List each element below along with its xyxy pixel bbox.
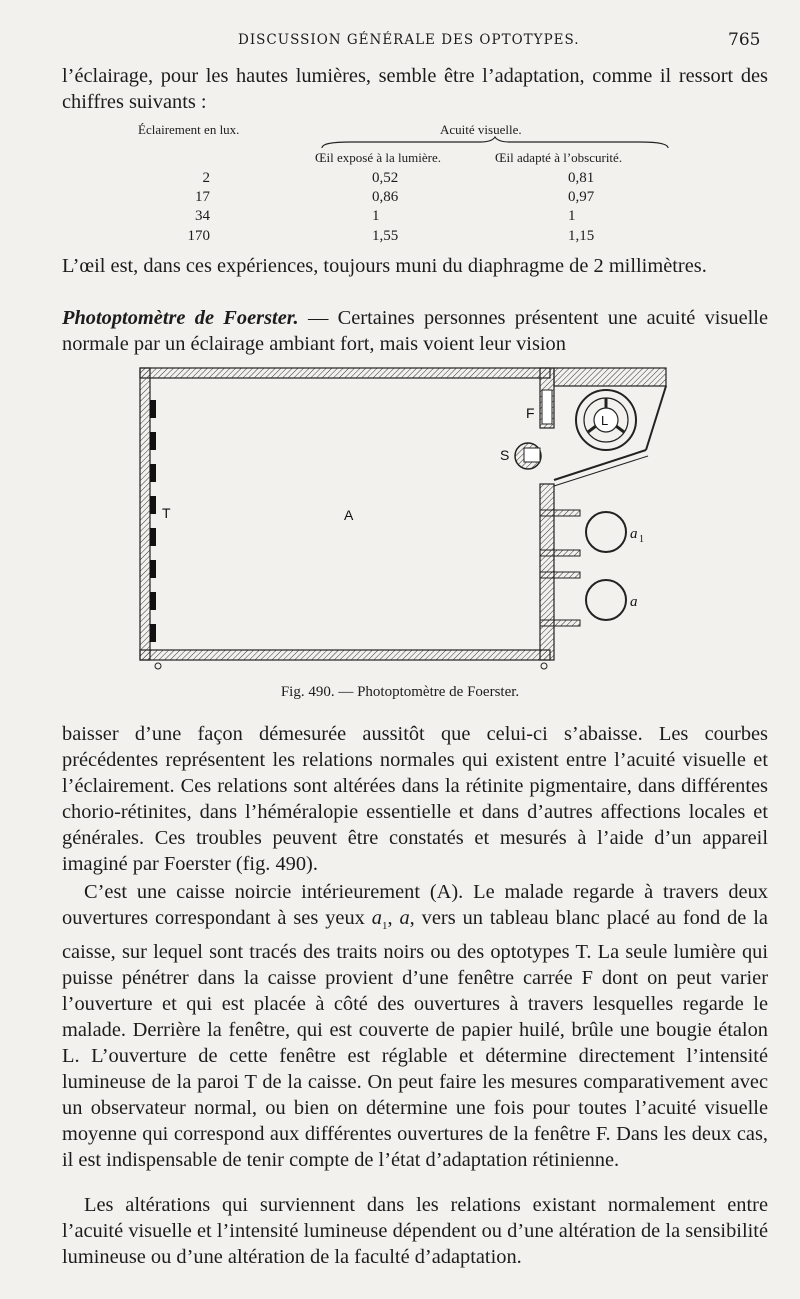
eyepiece-plate bbox=[540, 572, 580, 578]
table-subheader-adapte: Œil adapté à l’obscurité. bbox=[495, 150, 623, 165]
label-a: a bbox=[630, 594, 638, 610]
window-F bbox=[542, 390, 552, 424]
box-foot bbox=[541, 663, 547, 669]
running-title: DISCUSSION GÉNÉRALE DES OPTOTYPES. bbox=[238, 32, 580, 48]
cell-expose: 1 bbox=[372, 208, 380, 224]
optotype-mark bbox=[150, 560, 156, 578]
eyepiece-plate bbox=[540, 620, 580, 626]
intro-paragraph: l’éclairage, pour les hautes lumières, semble être l’adaptation, comme il ressort des chiffres suivants : bbox=[62, 65, 768, 113]
table-header-acuite: Acuité visuelle. bbox=[440, 122, 522, 137]
section-paragraph bbox=[62, 305, 768, 357]
cell-lux: 170 bbox=[187, 228, 210, 244]
box-left-wall bbox=[140, 368, 150, 660]
table-brace bbox=[320, 136, 670, 150]
cell-lux: 17 bbox=[195, 189, 210, 205]
foerster-figure bbox=[136, 360, 676, 680]
box-bottom-wall bbox=[140, 650, 550, 660]
box-top-wall bbox=[140, 368, 550, 378]
table-row bbox=[110, 228, 690, 247]
eye-label-a1: a bbox=[371, 907, 382, 929]
paragraph-description bbox=[62, 879, 768, 1173]
cell-adapte: 1,15 bbox=[568, 228, 595, 244]
cell-expose: 0,52 bbox=[372, 170, 399, 186]
table-row bbox=[110, 170, 690, 189]
desc-part2: , vers un tableau blanc placé au fond de la caisse, sur lequel sont tracés des traits noirs ou des optotypes T. La seule lumière qui puisse pénétrer dans la caisse provient d’une fenêtre carrée F dont on peut varier l’ouverture et qui est placée à côté des ouvertures à travers lesquelles regarde le malade. Derrière la fenêtre, qui est couverte de papier huilé, brûle une bougie étalon L. L’ouverture de cette fenêtre est réglable et détermine directement l’intensité lumineuse de la paroi T de la caisse. On peut faire les mesures comparativement avec un observateur normal, ou bien on détermine une fois pour toutes l’acuité visuelle moyenne qui correspond aux différentes ouvertures de la fenêtre F. Dans les deux cas, il est indispensable de tenir compte de l’état d’adaptation rétinienne. bbox=[62, 907, 768, 1172]
optotype-mark bbox=[150, 592, 156, 610]
paragraph-alterations: Les altérations qui surviennent dans les relations existant normalement entre l’acuité visuelle et l’intensité lumineuse dépendent ou d’une altération de la sensibilité lumineuse ou d’une altération de la faculté d’adaptation. bbox=[62, 1194, 768, 1268]
cell-adapte: 0,81 bbox=[568, 170, 595, 186]
label-a1-sub: 1 bbox=[639, 534, 644, 545]
cell-lux: 2 bbox=[202, 170, 210, 186]
page-number: 765 bbox=[728, 30, 761, 50]
label-T: T bbox=[162, 505, 171, 521]
eyepiece-plate bbox=[540, 510, 580, 516]
cell-lux: 34 bbox=[195, 208, 210, 224]
optotype-mark bbox=[150, 496, 156, 514]
label-a1: a bbox=[630, 526, 638, 542]
section-title: Photoptomètre de Foerster. bbox=[62, 307, 299, 329]
label-L: L bbox=[601, 413, 609, 428]
box-foot bbox=[155, 663, 161, 669]
optotype-mark bbox=[150, 624, 156, 642]
cell-expose: 1,55 bbox=[372, 228, 399, 244]
label-A: A bbox=[344, 507, 354, 523]
acuity-table bbox=[110, 122, 690, 262]
lamp-housing-top bbox=[554, 368, 666, 386]
cell-expose: 0,86 bbox=[372, 189, 399, 205]
table-header-eclairement: Éclairement en lux. bbox=[138, 122, 240, 137]
eye-a bbox=[586, 580, 626, 620]
paragraph-relations: baisser d’une façon démesurée aussitôt que celui-ci s’abaisse. Les courbes précédentes représentent les relations normales qui existent entre l’acuité visuelle et l’éclairement. Ces relations sont altérées dans la rétinite pigmentaire, dans différentes chorio-rétinites, dans l’héméralopie essentielle et dans d’autres affections locales et générales. Ces troubles peuvent être constatés et mesurés à l’aide d’un appareil imaginé par Foerster (fig. 490). bbox=[62, 723, 768, 875]
page-header bbox=[0, 32, 800, 54]
desc-part1: C’est une caisse noircie intérieurement (A). Le malade regarde à travers deux ouvertures correspondant à ses yeux bbox=[62, 881, 768, 929]
eyepiece-plate bbox=[540, 550, 580, 556]
eye-label-a1-sub: 1 bbox=[381, 920, 388, 933]
optotype-mark bbox=[150, 464, 156, 482]
optotype-mark bbox=[150, 528, 156, 546]
section-text: — Certaines personnes présentent une acuité visuelle normale par un éclairage ambiant fort, mais voient leur vision bbox=[62, 307, 769, 355]
eye-a1 bbox=[586, 512, 626, 552]
figure-caption: Fig. 490. — Photoptomètre de Foerster. bbox=[280, 684, 520, 700]
lamp-housing-bottom bbox=[554, 450, 646, 480]
label-F: F bbox=[526, 405, 535, 421]
optotype-mark bbox=[150, 400, 156, 418]
paragraph-diaphragm: L’œil est, dans ces expériences, toujours muni du diaphragme de 2 millimètres. bbox=[62, 255, 707, 277]
cell-adapte: 0,97 bbox=[568, 189, 595, 205]
lamp-housing-side bbox=[646, 386, 666, 450]
table-subheader-expose: Œil exposé à la lumière. bbox=[315, 150, 441, 165]
label-S: S bbox=[500, 447, 510, 463]
table-row bbox=[110, 189, 690, 208]
eye-label-a: a bbox=[399, 907, 410, 929]
optotype-mark bbox=[150, 432, 156, 450]
table-row bbox=[110, 208, 690, 227]
cell-adapte: 1 bbox=[568, 208, 576, 224]
desc-sep: , bbox=[387, 907, 400, 929]
